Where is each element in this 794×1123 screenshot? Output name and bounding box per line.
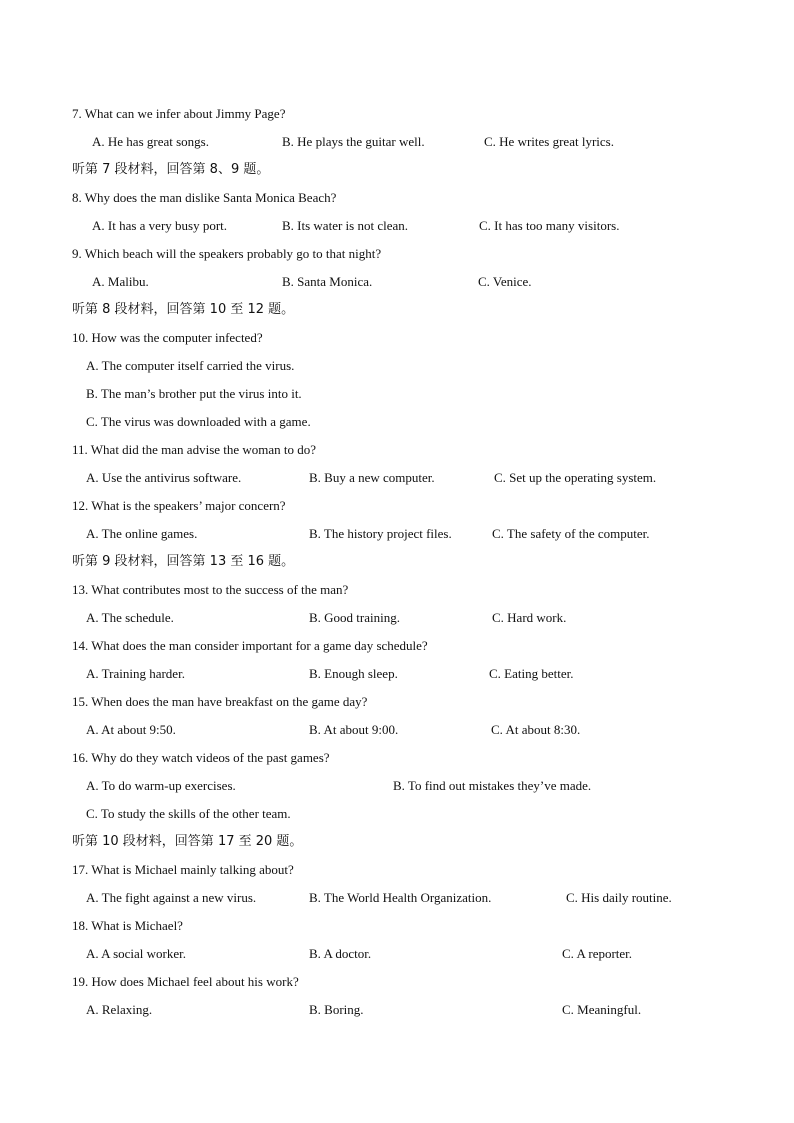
section-instruction: 听第 9 段材料，回答第 13 至 16 题。 — [72, 554, 295, 569]
answer-option: B. Buy a new computer. — [309, 470, 435, 485]
answer-option: A. The computer itself carried the virus. — [86, 358, 295, 373]
answer-option: A. A social worker. — [86, 946, 187, 961]
answer-option: A. He has great songs. — [92, 134, 209, 149]
answer-option: A. It has a very busy port. — [92, 218, 228, 233]
answer-option: C. A reporter. — [562, 946, 633, 961]
answer-option: B. Enough sleep. — [309, 666, 398, 681]
options-line — [0, 272, 794, 292]
question-line — [0, 692, 794, 712]
answer-option: C. To study the skills of the other team. — [86, 806, 291, 821]
answer-option: A. Malibu. — [92, 274, 149, 289]
answer-option: A. The online games. — [86, 526, 198, 541]
answer-option: B. To find out mistakes they’ve made. — [393, 778, 592, 793]
options-line — [0, 608, 794, 628]
answer-option: C. Meaningful. — [562, 1002, 642, 1017]
section-instruction: 听第 8 段材料，回答第 10 至 12 题。 — [72, 302, 295, 317]
question-line — [0, 972, 794, 992]
section-instruction-line — [0, 300, 794, 320]
options-line — [0, 356, 794, 376]
question-line — [0, 636, 794, 656]
section-instruction-line — [0, 160, 794, 180]
answer-option: A. The schedule. — [86, 610, 174, 625]
answer-option: C. Hard work. — [492, 610, 567, 625]
answer-option: B. Santa Monica. — [282, 274, 373, 289]
answer-option: B. A doctor. — [309, 946, 372, 961]
options-line — [0, 468, 794, 488]
question-text: 12. What is the speakers’ major concern? — [72, 498, 286, 513]
options-line — [0, 944, 794, 964]
answer-option: A. The fight against a new virus. — [86, 890, 257, 905]
answer-option: B. At about 9:00. — [309, 722, 399, 737]
question-line — [0, 496, 794, 516]
options-line — [0, 888, 794, 908]
question-line — [0, 188, 794, 208]
question-text: 8. Why does the man dislike Santa Monica Beach? — [72, 190, 337, 205]
answer-option: A. To do warm-up exercises. — [86, 778, 236, 793]
question-line — [0, 104, 794, 124]
answer-option: A. At about 9:50. — [86, 722, 176, 737]
answer-option: C. The virus was downloaded with a game. — [86, 414, 311, 429]
question-text: 7. What can we infer about Jimmy Page? — [72, 106, 286, 121]
question-text: 18. What is Michael? — [72, 918, 183, 933]
section-instruction: 听第 10 段材料，回答第 17 至 20 题。 — [72, 834, 303, 849]
question-line — [0, 244, 794, 264]
answer-option: C. The safety of the computer. — [492, 526, 650, 541]
question-line — [0, 748, 794, 768]
options-line — [0, 524, 794, 544]
answer-option: B. Its water is not clean. — [282, 218, 408, 233]
answer-option: C. It has too many visitors. — [479, 218, 620, 233]
question-text: 13. What contributes most to the success of the man? — [72, 582, 349, 597]
section-instruction-line — [0, 832, 794, 852]
answer-option: B. Good training. — [309, 610, 400, 625]
answer-option: B. The man’s brother put the virus into it. — [86, 386, 302, 401]
question-text: 10. How was the computer infected? — [72, 330, 263, 345]
question-text: 17. What is Michael mainly talking about? — [72, 862, 294, 877]
options-line — [0, 720, 794, 740]
question-text: 15. When does the man have breakfast on the game day? — [72, 694, 368, 709]
answer-option: C. Eating better. — [489, 666, 574, 681]
question-line — [0, 860, 794, 880]
options-line — [0, 412, 794, 432]
options-line — [0, 664, 794, 684]
answer-option: B. Boring. — [309, 1002, 364, 1017]
answer-option: A. Use the antivirus software. — [86, 470, 242, 485]
answer-option: B. The history project files. — [309, 526, 452, 541]
answer-option: C. He writes great lyrics. — [484, 134, 614, 149]
answer-option: C. Venice. — [478, 274, 532, 289]
options-line — [0, 216, 794, 236]
question-text: 11. What did the man advise the woman to do? — [72, 442, 317, 457]
section-instruction-line — [0, 552, 794, 572]
answer-option: C. Set up the operating system. — [494, 470, 657, 485]
question-line — [0, 580, 794, 600]
answer-option: C. His daily routine. — [566, 890, 672, 905]
question-text: 14. What does the man consider important for a game day schedule? — [72, 638, 428, 653]
options-line — [0, 384, 794, 404]
answer-option: B. He plays the guitar well. — [282, 134, 425, 149]
answer-option: A. Relaxing. — [86, 1002, 153, 1017]
options-line — [0, 1000, 794, 1020]
options-line — [0, 804, 794, 824]
section-instruction: 听第 7 段材料，回答第 8、9 题。 — [72, 162, 270, 177]
question-line — [0, 328, 794, 348]
answer-option: B. The World Health Organization. — [309, 890, 492, 905]
question-text: 9. Which beach will the speakers probably go to that night? — [72, 246, 382, 261]
answer-option: A. Training harder. — [86, 666, 185, 681]
question-text: 16. Why do they watch videos of the past games? — [72, 750, 330, 765]
question-line — [0, 440, 794, 460]
question-line — [0, 916, 794, 936]
answer-option: C. At about 8:30. — [491, 722, 581, 737]
options-line — [0, 132, 794, 152]
question-text: 19. How does Michael feel about his work? — [72, 974, 299, 989]
options-line — [0, 776, 794, 796]
